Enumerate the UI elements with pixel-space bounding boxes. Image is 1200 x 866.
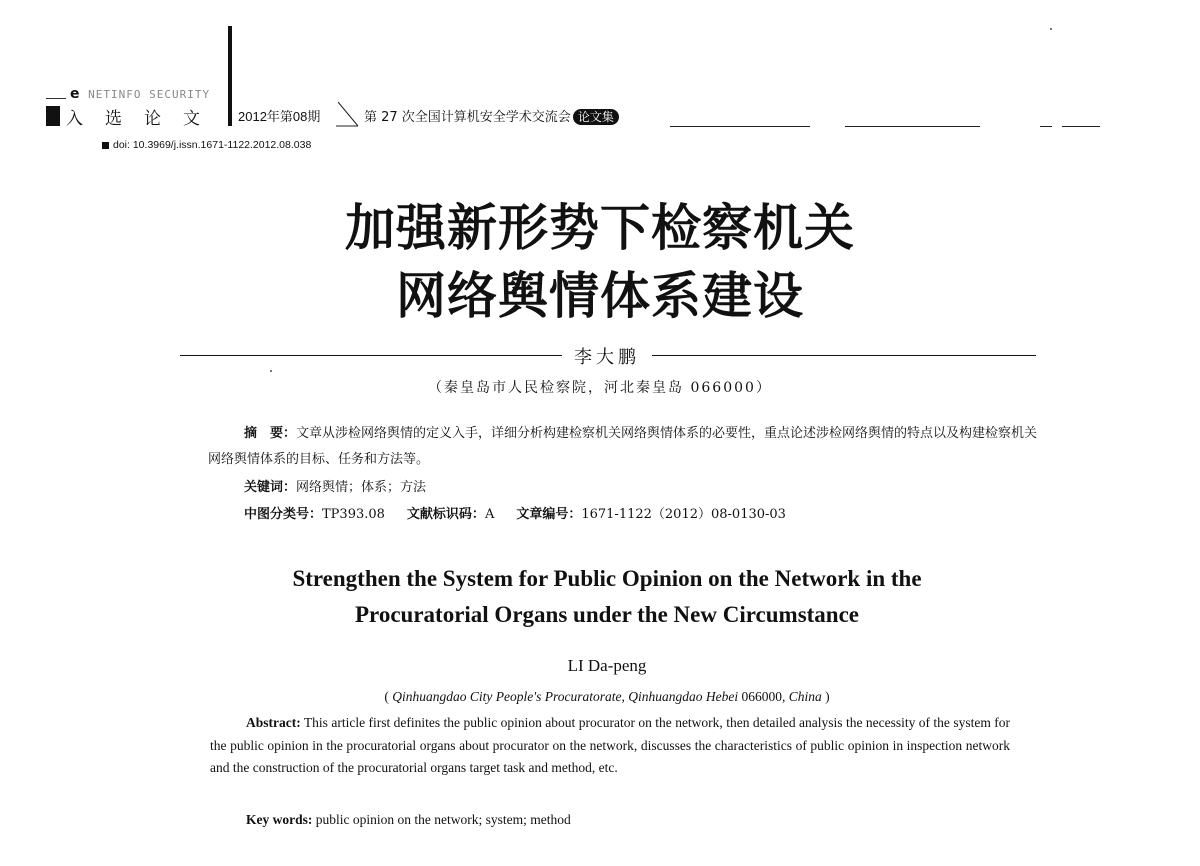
doc-code-value: A [484, 507, 495, 522]
abstract-en-label: Abstract: [246, 715, 301, 730]
keywords-en [246, 812, 571, 828]
header-rule [1062, 126, 1100, 127]
article-no-value: 1671-1122（2012）08-0130-03 [581, 507, 786, 522]
masthead-logo-letter: e [70, 86, 81, 102]
title-cn-line2: 网络舆情体系建设 [396, 266, 804, 325]
keywords-cn-text: 网络舆情；体系；方法 [296, 480, 427, 495]
header-slash-divider [334, 100, 360, 128]
doi: doi: 10.3969/j.issn.1671-1122.2012.08.038 [113, 139, 312, 151]
affiliation-en-institution: Qinhuangdao City People's Procuratorate, Qinhuangdao Hebei [392, 689, 739, 704]
author-cn: 李大鹏 [568, 343, 646, 369]
title-en-line2: Procuratorial Organs under the New Circumstance [354, 602, 860, 627]
scan-speck [270, 370, 272, 372]
abstract-en [210, 712, 1010, 780]
clc-label: 中图分类号： [244, 507, 323, 522]
doi-bullet [102, 142, 109, 149]
journal-masthead [70, 86, 210, 102]
abstract-en-text: This article first definites the public opinion about procurator on the network, then detailed analysis the necessity of the system for the public opinion in the procuratorial organs about procurator on the network, discusses the characteristics of public opinion in inspection network and the construction of the procuratorial organs target task and method, etc. [210, 715, 1010, 775]
scan-speck [1050, 28, 1052, 30]
doc-code-label: 文献标识码： [406, 507, 485, 522]
title-en-line1: Strengthen the System for Public Opinion on the Network in the [292, 566, 922, 591]
article-no-label: 文章编号： [516, 507, 582, 522]
header-rule [670, 126, 810, 127]
affiliation-en-country: China [788, 689, 822, 704]
abstract-cn-label: 摘 要： [244, 426, 297, 441]
author-rule-right [652, 355, 1036, 356]
affiliation-cn: （秦皇岛市人民检察院，河北秦皇岛 066000） [428, 380, 772, 396]
header-rule [845, 126, 980, 127]
conference-name [364, 106, 619, 125]
header-rule [1040, 126, 1052, 127]
conference-text: 第 27 次全国计算机安全学术交流会 [364, 110, 571, 125]
header-vertical-bar [228, 26, 232, 126]
affiliation-en-open: ( [384, 689, 393, 704]
issue-number: 2012年第08期 [238, 109, 321, 124]
affiliation-en-close: ) [821, 689, 830, 704]
author-rule-left [180, 355, 562, 356]
author-en: LI Da-peng [567, 656, 647, 675]
keywords-cn-label: 关键词： [244, 480, 297, 495]
masthead-tag: NETINFO SECURITY [88, 88, 211, 101]
classification-line [244, 502, 786, 528]
affiliation-en [0, 689, 1200, 705]
clc-value: TP393.08 [322, 507, 385, 522]
abstract-cn [208, 421, 1038, 473]
affiliation-en-postcode: 066000, [738, 689, 789, 704]
section-label: 入选论文 [66, 109, 222, 129]
keywords-en-label: Key words: [246, 812, 313, 827]
abstract-cn-text: 文章从涉检网络舆情的定义入手，详细分析构建检察机关网络舆情体系的必要性，重点论述涉检网络舆情的特点以及构建检察机关网络舆情体系的目标、任务和方法等。 [208, 426, 1038, 467]
keywords-en-text: public opinion on the network; system; method [315, 812, 571, 827]
title-cn-line1: 加强新形势下检察机关 [345, 198, 855, 257]
keywords-cn [244, 475, 426, 501]
header-top-rule [46, 98, 66, 99]
section-block-marker [46, 106, 60, 126]
conference-badge: 论文集 [573, 109, 619, 125]
